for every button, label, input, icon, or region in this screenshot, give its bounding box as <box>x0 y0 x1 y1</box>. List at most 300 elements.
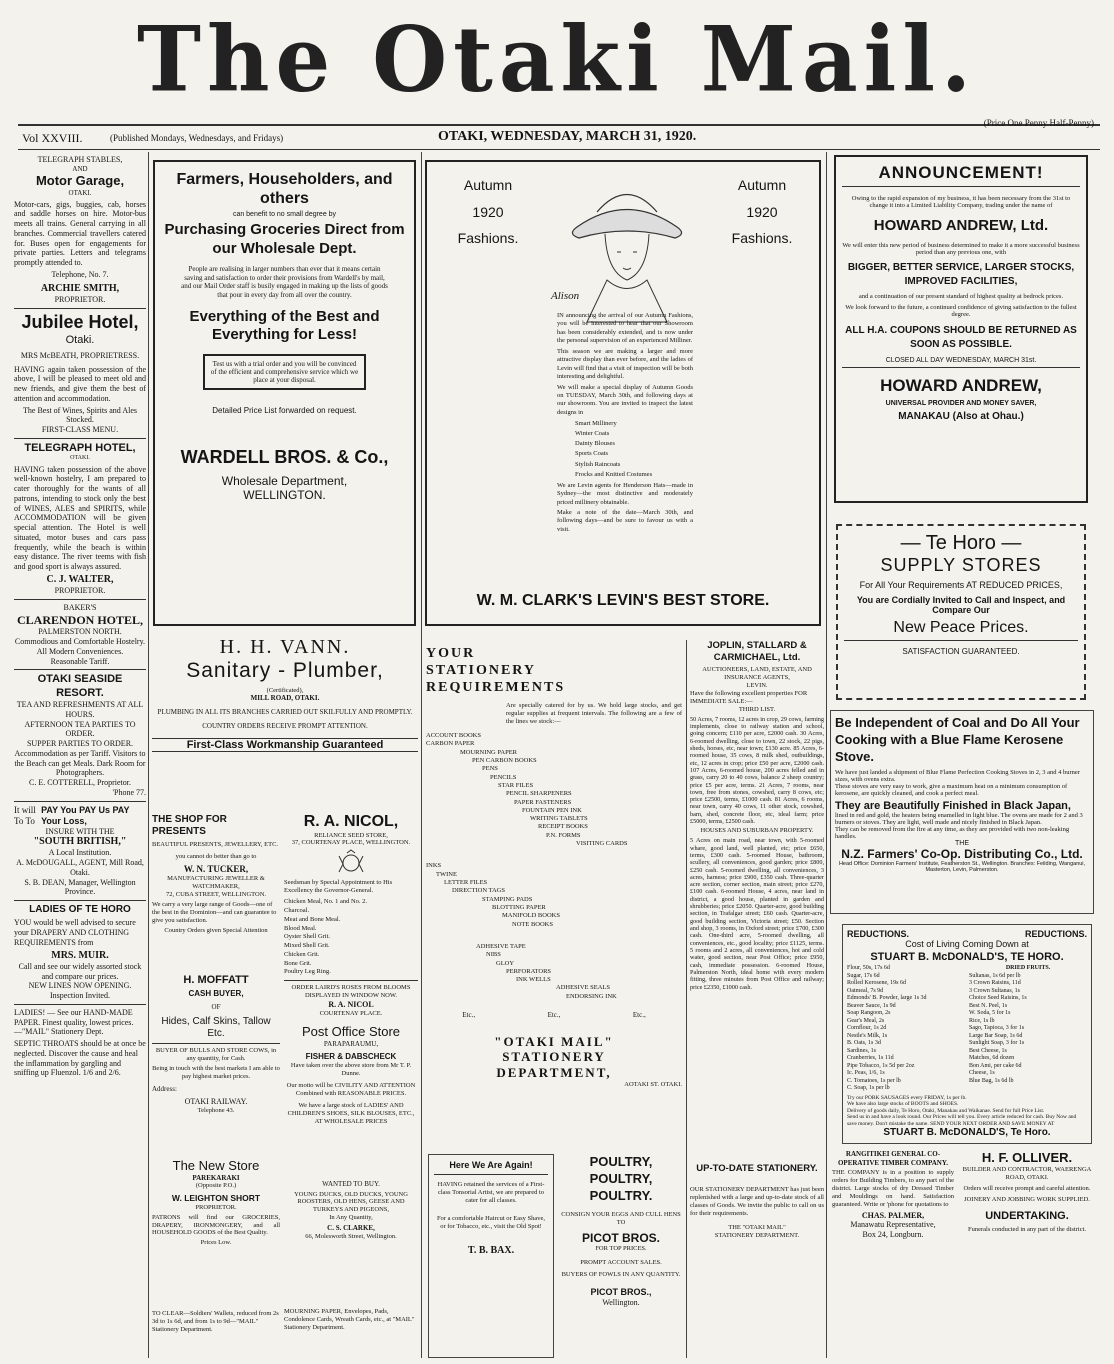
list-item: NOTE BOOKS <box>512 920 553 928</box>
list-item: Rolled Kerosene, 19s 6d <box>847 980 906 986</box>
ad-text: STATIONERY DEPARTMENT. <box>714 1231 800 1239</box>
ad-body: We are Levin agents for Henderson Hats—made in Sydney—the most distinctive and moderately priced millinery obtainable. <box>557 481 693 506</box>
list-item: Oyster Shell Grit. <box>284 933 331 941</box>
signature: Alison <box>551 290 580 302</box>
issue-date: OTAKI, WEDNESDAY, MARCH 31, 1920. <box>438 129 697 144</box>
ad-text: TEA AND REFRESHMENTS AT ALL HOURS. <box>16 700 144 719</box>
wallets-clearance-ad <box>152 1308 280 1358</box>
ad-text: S. B. DEAN, Manager, Wellington Province. <box>24 877 136 897</box>
ad-text: ORDER LAIRD'S ROSES FROM BLOOMS DISPLAYED IN WINDOW NOW. <box>291 984 411 1000</box>
ad-text: RELIANCE SEED STORE, <box>314 831 388 839</box>
ad-heading: STATIONERY <box>426 663 537 679</box>
ad-heading: DEPARTMENT, <box>496 1065 612 1081</box>
list-item: Chicken Meal, No. 1 and No. 2. <box>284 898 368 906</box>
ad-text: AND <box>72 164 88 173</box>
bax-hairdresser-ad <box>428 1154 554 1358</box>
price: (Price One Penny Half-Penny) <box>983 118 1094 128</box>
ad-name: N.Z. Farmers' Co-Op. Distributing Co., Ltd. <box>841 846 1083 861</box>
ad-text: Reasonable Tariff. <box>50 656 110 666</box>
ad-body: PATRONS will find our GROCERIES, DRAPERY, IRONMONGERY, and all HOUSEHOLD GOODS of the Best Quality. <box>152 1213 280 1237</box>
autumn-right <box>717 172 807 252</box>
trial-order-box: Test us with a trial order and you will be convinced of the efficient and comprehensive service which we place at your disposal. <box>203 354 366 390</box>
ad-heading: First-Class Workmanship Guaranteed <box>152 738 418 752</box>
ad-heading: Purchasing Groceries Direct from our Wholesale Dept. <box>164 221 405 258</box>
tucker-jeweller-ad <box>152 814 280 968</box>
ad-text: Have taken over the above store from Mr T. P. Dunne. <box>290 1062 412 1078</box>
ad-body: Make a note of the date—March 30th, and following days—and be sure to favour us with a visit. <box>557 508 693 533</box>
ad-text: The Best of Wines, Spirits and Ales Stocked. <box>23 405 137 425</box>
list-item: DIRECTION TAGS <box>452 887 505 895</box>
ad-text: MANAKAU (Also at Ohau.) <box>898 411 1024 422</box>
list-item: LETTER FILES <box>444 879 488 886</box>
ad-text: You are Cordially Invited to Call and Inspect, and Compare Our <box>856 595 1066 615</box>
ad-text: BUYERS OF FOWLS IN ANY QUANTITY. <box>561 1270 681 1278</box>
list-item: Poultry Leg Ring. <box>284 968 331 976</box>
ad-name: W. N. TUCKER, <box>183 864 249 875</box>
list-item: PERFORATORS <box>506 967 552 975</box>
ad-text: you cannot do better than go to <box>175 853 257 861</box>
ad-text: PAREKARAKI <box>192 1173 240 1182</box>
ad-text: PROMPT ACCOUNT SALES. <box>580 1259 662 1267</box>
list-item: B. Oats, 1s 3d <box>847 1040 881 1046</box>
up-to-date-stationery-ad <box>690 1154 824 1358</box>
list-item: Winter Coats <box>575 430 610 438</box>
ad-text: Country Orders given Special Attention <box>164 926 268 934</box>
ad-heading: ALL H.A. COUPONS SHOULD BE RETURNED AS SOON AS POSSIBLE. <box>845 325 1077 350</box>
ad-body: MOURNING PAPER, Envelopes, Pads, Condolence Cards, Wreath Cards, etc., at "MAIL" Stationery Department. <box>284 1308 415 1331</box>
list-item: NIBS <box>486 951 501 959</box>
royal-crest-icon <box>333 850 369 876</box>
ad-heading: REDUCTIONS. <box>847 929 910 939</box>
list-item: ADHESIVE SEALS <box>556 984 610 992</box>
list-item: Cornflour, 1s 2d <box>847 1025 887 1031</box>
ad-text: 66, Molesworth Street, Wellington. <box>305 1232 397 1240</box>
timber-company-ad <box>832 1150 954 1358</box>
ad-heading: 1920 <box>472 203 504 220</box>
ad-text: OTAKI. <box>68 189 92 198</box>
list-item: Nestle's Milk, 1s <box>847 1032 888 1039</box>
list-item: FOUNTAIN PEN INK <box>522 806 582 814</box>
ad-heading: SUPPLY STORES <box>880 555 1042 575</box>
ad-text: We have a large stock of LADIES' AND CHILDREN'S SHOES, SILK BLOUSES, ETC., AT WHOLESALE PRICES <box>287 1101 415 1125</box>
ad-name: H. F. OLLIVER. <box>981 1150 1073 1165</box>
list-item: Pipe Tobacco, 1s 5d per 2oz <box>847 1062 915 1069</box>
list-item: Gear's Meal, 2s <box>847 1017 885 1024</box>
ad-name: FISHER & DABSCHECK <box>305 1052 397 1062</box>
ad-body: THE COMPANY is in a position to supply orders for Building Timbers, to any part of the district. Large stocks of dry Dressed Timber and Mouldings on hand. Satisfaction guaranteed. Write or 'phone for quotations to <box>832 1169 954 1208</box>
ad-name: HOWARD ANDREW, <box>880 376 1042 395</box>
farmers-coop-ad <box>830 710 1094 914</box>
list-item: Best N. Peel, 1s <box>969 1002 1008 1009</box>
ad-text: 'Phone 77. <box>112 787 146 797</box>
te-horo-supply-stores-ad <box>836 524 1086 700</box>
ad-text: Funerals conducted in any part of the district. <box>967 1225 1087 1233</box>
stationery-requirements-ad <box>426 645 682 1150</box>
nicol-seed-store-ad <box>284 812 418 1022</box>
list-item: INK WELLS <box>516 976 551 984</box>
ad-text: Prices Low. <box>200 1239 232 1247</box>
list-item: Sardines, 1s <box>847 1047 876 1054</box>
ad-text: Inspection Invited. <box>50 991 110 1001</box>
ad-text: HOUSES AND SUBURBAN PROPERTY. <box>700 827 814 835</box>
ad-body: 50 Acres, 7 rooms, 12 acres in crop, 29 cows, farming implements, close to railway station and school, going concern; £110 per acre, £2000 cash. 30 Acres, 6-roomed dwelling, close to town, 22 stock, 22 pigs, sheds, horses, etc, near town; £130 acre. 85 Acres, 6-roomed house, 35 cows, 8 milk shed, outbuildings, etc, 12 acres in crop; price £50 per acre, £2000 cash. 107 Acres, 6-roomed house, 200 acres felled and in grass, carry 20 to 40 cows, balance 2 sheep country; price £5 per acre, terms. 21 Acres, 7 rooms, near town, free from stones, cowshed, carry 8 cows, etc; price £2500, terms, £1000 cash. 81 Acres, 6 rooms, near town, carry 40 cows, 11 other stock, cowshed, barn, shed, concrete floor, etc, ideal farm; price £5000, terms, £2500 cash. <box>690 715 824 826</box>
ad-body: 5 Acres on main road, near town, with 5-roomed whare, good land, well planted, etc; price £650, terms, £300 cash. 5-roomed House, bathroom, scullery, all conveniences, good garden; price £800, £250 cash. 5-roomed dwelling, all conveniences, 3 acres, harness; price £900, £350 cash. Three-quarter acre section, corner section, main street; price £270, £100 cash. 6-roomed House, 4 acres, near land in district, a good house, planted in garden and shrubberies; price £2050. Quarter-acre, good building section, in Trafalgar street; £60 cash. Quarter-acre, good building section, Victoria street; £50. Section and shop, 3 rooms, in Oxford street; price £700, £300 cash. One-third acre, 5-roomed dwelling, all conveniences, etc., good locality; price £1125, terms. 5 rooms and 2 acres, all conveniences, hot and cold water, good section, near Post Office; price £950, cash, immediate possession. 6-roomed House, Palmerston North, ideal home with every modern fitting, three minutes from Post Office and railway; price £2350, £1000 cash. <box>690 837 824 991</box>
list-item: PEN CARBON BOOKS <box>472 756 537 764</box>
ad-text: OTAKI RAILWAY. <box>184 1097 248 1107</box>
vann-plumber-ad <box>152 636 418 808</box>
autumn-left <box>443 172 533 252</box>
ad-text: MILL ROAD, OTAKI. <box>250 694 320 702</box>
ad-body: This season we are making a larger and more attractive display than ever before, and the ladies of Levin will find that a visit of inspection will be both interesting and delightful. <box>557 347 693 381</box>
ad-heading: Motor Garage, <box>35 173 125 189</box>
ad-text: can benefit to no small degree by <box>232 211 337 219</box>
ad-text: FIRST-CLASS MENU. <box>41 425 119 435</box>
nicol-items <box>284 898 418 977</box>
ad-body: We will enter this new period of business determined to make it a more successful business period than any previous one, with <box>842 242 1080 256</box>
mcdonald-reductions-ad <box>842 924 1092 1144</box>
ad-body: We will make a special display of Autumn Goods on TUESDAY, March 30th, and following days at our showroom. You are invited to inspect the latest designs in <box>557 383 693 416</box>
ad-heading: REQUIREMENTS <box>426 680 566 696</box>
ad-text: Cost of Living Coming Down at <box>905 939 1029 949</box>
ad-text: C. E. COTTERELL, Proprietor. <box>29 778 131 788</box>
ad-name: C. S. CLARKE, <box>327 1224 375 1233</box>
list-item: Sago, Tapioca, 3 for 1s <box>969 1025 1025 1031</box>
ad-heading: OTAKI SEASIDE RESORT. <box>37 673 123 699</box>
list-item: ADHESIVE TAPE <box>476 942 526 950</box>
ad-body: Are specially catered for by us. We hold large stocks, and get regular supplies at frequent intervals. The following are a few of the lines we stock:— <box>506 702 682 726</box>
ad-heading: TELEGRAPH HOTEL, <box>24 441 136 454</box>
ad-heading: WANTED TO BUY. <box>322 1180 380 1188</box>
stationery-list-1 <box>426 732 682 848</box>
list-item: BLOTTING PAPER <box>492 903 546 911</box>
ad-text: CLOSED ALL DAY WEDNESDAY, MARCH 31st. <box>885 357 1037 364</box>
ad-text: PROPRIETOR. <box>195 1203 237 1211</box>
list-item: Matches, 6d dozen <box>969 1055 1015 1061</box>
list-item: CARBON PAPER <box>426 740 475 748</box>
ad-text: CASH BUYER, <box>188 989 244 999</box>
list-item: Edmonds' B. Powder, large 1s 3d <box>847 995 927 1001</box>
list-item: Bone Grit. <box>284 959 312 967</box>
ad-heading: — Te Horo — <box>900 532 1022 554</box>
ad-heading: YOUR <box>426 646 476 661</box>
ad-text: (Opposite P.O.) <box>195 1182 237 1190</box>
clark-autumn-fashions-ad <box>425 160 821 626</box>
ad-body: HAVING retained the services of a First-class Tonsorial Artist, we are prepared to cater for all classes. <box>437 1180 545 1204</box>
list-item: Cheese, 1s <box>969 1070 995 1076</box>
ad-name: W. M. CLARK'S LEVIN'S BEST STORE. <box>476 592 770 609</box>
ad-heading: UP-TO-DATE STATIONERY. <box>696 1163 818 1174</box>
list-item: STAR FILES <box>498 781 534 789</box>
publication-schedule: (Published Mondays, Wednesdays, and Fridays) <box>110 133 284 143</box>
list-item: Choice Seed Raisins, 1s <box>969 995 1027 1001</box>
ad-text: OTAKI. <box>70 455 90 462</box>
ad-heading: They are Beautifully Finished in Black Japan, <box>835 799 1071 812</box>
ad-heading: "SOUTH BRITISH," <box>33 836 127 848</box>
list-item: Blood Meal. <box>284 924 317 932</box>
ad-heading: Here We Are Again! <box>449 1160 533 1170</box>
list-item: MOURNING PAPER <box>460 748 518 756</box>
ad-name: STUART B. McDONALD'S, Te Horo. <box>883 1127 1051 1139</box>
joplin-stallard-ad <box>690 640 824 1150</box>
olliver-builder-ad <box>960 1150 1094 1358</box>
ad-text: THE "OTAKI MAIL" <box>728 1223 786 1231</box>
price-list-left <box>847 965 965 1093</box>
ad-heading: PAY You PAY Us PAY Your Loss, <box>41 804 130 826</box>
ad-heading: Be Independent of Coal and Do All Your Cooking with a Blue Flame Kerosene Stove. <box>835 715 1080 764</box>
ad-text: WELLINGTON. <box>243 487 326 502</box>
list-item: Etc., <box>462 1011 476 1020</box>
ad-name: STUART B. McDONALD'S, TE HORO. <box>870 951 1064 963</box>
ad-text: Head Office: Dominion Farmers' Institute, Featherston St., Wellington. Branches: Feilding, Wanganui, Masterton, Levin, Palmerston. <box>838 860 1086 873</box>
ad-text: THE <box>955 839 969 847</box>
ad-text: Manawatu Representative, <box>850 1220 936 1230</box>
ad-text: It will To To <box>14 804 36 826</box>
list-item: Sugar, 17s 6d <box>847 972 880 979</box>
ad-text: In Any Quantity, <box>329 1214 373 1222</box>
ad-body: We have just landed a shipment of Blue Flame Perfection Cooking Stoves in 2, 3 and 4 burner sizes, with ovens extra. <box>835 768 1080 783</box>
list-item: Bon Ami, per cake 6d <box>969 1062 1022 1069</box>
ad-text: For All Your Requirements AT REDUCED PRICES, <box>859 580 1063 590</box>
column-rule <box>826 152 827 1358</box>
wardell-bros-ad <box>153 160 416 626</box>
list-item: W. Soda, 5 for 1s <box>969 1010 1011 1016</box>
ad-name: H. H. VANN. <box>219 636 351 658</box>
ad-body: SEPTIC THROATS should be at once be neglected. Discover the cause and heal the inflammation by gargling and sniffing up Fluenzol. 1/6 and 2/6. <box>14 1039 146 1078</box>
list-item: VISITING CARDS <box>576 840 628 848</box>
fashion-list <box>557 419 693 479</box>
ad-text: FOR TOP PRICES. <box>595 1245 647 1253</box>
ad-body: Owing to the rapid expansion of my business, it has been necessary from the 31st to change it into a Limited Liability Company, trading under the name of <box>851 195 1071 209</box>
ad-text: JOINERY AND JOBBING WORK SUPPLIED. <box>964 1195 1090 1203</box>
moffatt-ad <box>152 974 280 1154</box>
ad-text: PALMERSTON NORTH. <box>38 627 122 637</box>
list-item: ACCOUNT BOOKS <box>426 732 481 739</box>
list-item: Soap Rangoon, 2s <box>847 1010 891 1016</box>
ad-body: Send us in and have a look round. Our Prices will tell you. Every article reduced for cash. Buy Now and save money. Don't mistake the name. SEND YOUR NEXT ORDER AND SAVE MONEY AT <box>847 1114 1077 1127</box>
list-item: Sports Coats <box>575 450 609 458</box>
list-item: Best Cheese, 1s <box>969 1047 1007 1054</box>
list-item: Sunlight Soap, 3 for 1s <box>969 1040 1025 1046</box>
list-item: C. Soap, 1s per lb <box>847 1085 890 1091</box>
ad-heading: Sanitary - Plumber, <box>186 659 384 682</box>
ad-text: AFTERNOON TEA PARTIES TO ORDER. <box>24 719 136 739</box>
ad-name: R. A. NICOL <box>328 999 374 1009</box>
ad-text: All Modern Conveniences. <box>36 646 124 656</box>
south-british-ad <box>14 805 146 898</box>
ad-heading: Farmers, Householders, and others <box>176 171 393 208</box>
ad-text: AOTAKI ST. OTAKI. <box>624 1081 682 1089</box>
list-item: Frocks and Knitted Costumes <box>575 470 653 478</box>
telegraph-hotel-ad <box>14 442 146 596</box>
list-item: PENCILS <box>490 773 517 781</box>
ad-body: LADIES! — See our HAND-MADE PAPER. Finest quality, lowest prices.—"MAIL" Stationery Dept. <box>14 1007 134 1037</box>
ad-body: We carry a very large range of Goods—one of the best in the Dominion—and can guarantee to give you satisfaction. <box>152 900 277 924</box>
list-item: RECEIPT BOOKS <box>538 823 588 831</box>
ad-text: Address: <box>152 1084 177 1093</box>
clarendon-hotel-ad <box>14 603 146 666</box>
list-item: Sultanas, 1s 6d per lb <box>969 972 1021 979</box>
ad-text: MRS McBEATH, PROPRIETRESS. <box>20 350 140 360</box>
list-item: Cranberries, 1s 11d <box>847 1055 894 1061</box>
list-item: INKS <box>426 862 442 870</box>
ad-heading: BIGGER, BETTER SERVICE, LARGER STOCKS, IMPROVED FACILITIES, <box>847 262 1075 287</box>
ad-body: TO CLEAR—Soldiers' Wallets, reduced from 2s 3d to 1s 6d, and from 1s to 9d—"MAIL" Stationery Department. <box>152 1310 279 1333</box>
ad-heading: Jubilee Hotel, <box>21 311 139 332</box>
ad-text: COURTENAY PLACE. <box>319 1009 383 1017</box>
ad-text: YOUNG DUCKS, OLD DUCKS, YOUNG ROOSTERS, OLD HENS, GEESE AND TURKEYS AND PIGEONS, <box>294 1190 408 1214</box>
ad-text: SUPPER PARTIES TO ORDER. Accommodation as per Tariff. Visitors to the Beach can get Meals. Dark Room for Photographers. <box>14 739 146 778</box>
ad-text: AUCTIONEERS, LAND, ESTATE, AND INSURANCE AGENTS, <box>702 666 812 682</box>
ad-body: BUYER OF BULLS AND STORE COWS, in any quantity, for Cash. <box>155 1047 277 1062</box>
list-item: Meat and Bone Meal. <box>284 915 341 923</box>
ad-text: Telephone 43. <box>197 1107 235 1115</box>
ad-body: lined in red and gold, the heaters being enamelled in light blue. The ovens are made for 2 and 3 burners or stoves. They are light, well made and nicely finished in Black Japan. <box>835 811 1083 826</box>
ad-text: MANUFACTURING JEWELLER & WATCHMAKER, <box>167 875 265 891</box>
ad-name: ARCHIE SMITH, <box>40 282 120 294</box>
ad-name: JOPLIN, STALLARD & CARMICHAEL, Ltd. <box>707 640 807 663</box>
ad-text: Otaki. <box>65 333 95 346</box>
ad-text: COUNTRY ORDERS RECEIVE PROMPT ATTENTION. <box>202 722 368 730</box>
ad-body: OUR STATIONERY DEPARTMENT has just been replenished with a large and up-to-date stock of all classes of Goods. We invite the public to call on us for their requirements. <box>690 1186 824 1218</box>
ad-heading: CLARENDON HOTEL, <box>16 612 144 627</box>
column-rule <box>686 640 687 1358</box>
seaside-resort-ad <box>14 673 146 797</box>
volume-number: Vol XXVIII. <box>22 131 83 145</box>
jubilee-hotel-ad <box>14 312 146 435</box>
list-item: Charcoal. <box>284 906 310 914</box>
ad-heading: HOWARD ANDREW, Ltd. <box>873 217 1049 234</box>
list-item: ENDORSING INK <box>566 992 617 1000</box>
post-office-store-ad <box>284 1024 418 1174</box>
ad-text: 72, CUBA STREET, WELLINGTON. <box>165 891 267 899</box>
howard-andrew-announcement <box>834 155 1088 503</box>
ad-text: PARAPARAUMU, <box>323 1039 379 1048</box>
ad-heading: THE SHOP FOR PRESENTS <box>152 814 227 838</box>
ad-heading: REDUCTIONS. <box>1024 929 1087 939</box>
ad-heading: STATIONERY <box>502 1049 606 1065</box>
list-item: Chicken Grit. <box>284 950 320 958</box>
ad-body: These stoves are very easy to work, give a maximum heat on a minimum consumption of kerosene, are quickly cleaned, and cook a perfect meal. <box>835 782 1068 797</box>
ad-name: H. MOFFATT <box>183 974 249 986</box>
list-item: P.N. FORMS <box>546 831 581 839</box>
ad-text: BUILDER AND CONTRACTOR, WAERENGA ROAD, OTAKI. <box>962 1165 1092 1181</box>
ad-body: HAVING taken possession of the above well-known hostelry, I am prepared to cater thoroughly for the wants of all patrons, intending to stock only the best of WINES, ALES and SPIRITS, while ACCOMMODATION will be given special attention. The Hotel is well situated, motor buses and cars pass frequently, while the beach is within easy distance. The river teems with fish and good sport is always assured. <box>14 464 146 572</box>
list-item: STAMPING PADS <box>482 895 533 903</box>
ad-heading: POULTRY, POULTRY, POULTRY. <box>589 1154 653 1203</box>
ad-text: LEVIN. <box>746 682 768 689</box>
list-item: Rice, 1s lb <box>969 1017 995 1024</box>
column-1 <box>14 155 146 1361</box>
ad-name: C. J. WALTER, <box>46 573 114 585</box>
ad-text: PROPRIETOR. <box>54 586 106 596</box>
list-item: Smart Millinery <box>575 420 617 428</box>
ad-text: Wellington. <box>602 1297 640 1307</box>
ad-heading: Fashions. <box>731 230 793 247</box>
picot-poultry-ad <box>558 1154 684 1358</box>
list-item: Stylish Raincoats <box>575 460 621 468</box>
ad-heading: "OTAKI MAIL" <box>494 1033 614 1049</box>
ad-text: INSURE WITH THE <box>45 826 115 836</box>
ad-heading: 1920 <box>746 203 778 220</box>
ad-name: PICOT BROS., <box>590 1286 652 1297</box>
ad-text: A Local Institution. <box>48 848 112 858</box>
list-item: TWINE <box>436 870 457 878</box>
ad-text: A. McDOUGALL, AGENT, Mill Road, Otaki. <box>16 858 144 877</box>
mrs-muir-ad <box>14 904 146 1078</box>
ad-body: and a continuation of our present standard of highest quality at bedrock prices. <box>858 293 1064 300</box>
ad-name: MRS. MUIR. <box>51 949 109 961</box>
ad-heading: Everything of the Best and Everything for Less! <box>189 307 380 343</box>
list-item: Flour, 50s, 17s 6d <box>847 965 890 971</box>
column-rule <box>148 152 149 1358</box>
ad-text: NEW LINES NOW OPENING. <box>28 981 132 991</box>
ad-body: Being in touch with the best markets I am able to pay highest market prices. <box>152 1064 280 1080</box>
ad-heading: RANGITIKEI GENERAL CO-OPERATIVE TIMBER COMPANY. <box>837 1150 948 1167</box>
ad-text: (Certificated), <box>266 687 304 694</box>
telegraph-stables-ad <box>14 155 146 305</box>
ad-heading: Autumn <box>737 177 787 193</box>
ad-body: YOU would be well advised to secure your DRAPERY AND CLOTHING REQUIREMENTS from <box>14 918 136 947</box>
ad-heading: UNDERTAKING. <box>985 1209 1069 1222</box>
ad-body: Try our PORK SAUSAGES every FRIDAY, 1s per lb. <box>847 1094 967 1101</box>
ad-text: Wholesale Department, <box>221 473 348 488</box>
ad-body: HAVING again taken possession of the above, I will be pleased to meet old and new friends, and give them the best of attention and accommodation. <box>14 364 146 403</box>
ad-text: Telephone, No. 7. <box>51 269 109 279</box>
list-item: Etc., <box>547 1011 561 1020</box>
list-item: Oatmeal, 7s 9d <box>847 987 884 994</box>
mourning-paper-ad <box>284 1306 418 1358</box>
new-store-ad <box>152 1158 280 1248</box>
ad-body: Delivery of goods daily, Te Horo, Otaki, Manakau and Waikanae. Send for full Price List. <box>847 1107 1045 1114</box>
list-item: Mixed Shell Grit. <box>284 942 330 950</box>
ad-text: 37, COURTENAY PLACE, WELLINGTON. <box>291 839 411 847</box>
ad-text: SATISFACTION GUARANTEED. <box>902 647 1020 656</box>
ad-text: THIRD LIST. <box>738 705 776 713</box>
list-item: PAPER FASTENERS <box>514 798 572 806</box>
masthead <box>0 0 1114 120</box>
ad-text: PLUMBING IN ALL ITS BRANCHES CARRIED OUT SKILFULLY AND PROMPTLY. <box>157 708 413 716</box>
ad-heading: New Peace Prices. <box>893 619 1029 636</box>
list-item: MANIFOLD BOOKS <box>502 912 560 920</box>
list-item: Etc., <box>632 1011 646 1020</box>
newspaper-title: The Otaki Mail. <box>137 6 977 113</box>
ad-body: IN announcing the arrival of our Autumn Fashions, you will be interested to hear that our Showroom has been considerably extended, and is now under the personal supervision of an experienced Milliner. <box>557 312 693 345</box>
ad-name: WARDELL BROS. & Co., <box>180 446 389 467</box>
list-item: Ic. Peas, 1/6, 1s <box>847 1070 885 1076</box>
ad-heading: ANNOUNCEMENT! <box>878 163 1044 182</box>
price-list-right <box>969 965 1087 1093</box>
list-item: WRITING TABLETS <box>530 815 588 823</box>
ad-text: Have the following excellent properties FOR IMMEDIATE SALE:— <box>690 689 808 705</box>
clark-body <box>557 310 693 536</box>
ad-text: Commodious and Comfortable Hostelry. <box>14 637 146 646</box>
ad-body: For a comfortable Haircut or Easy Shave, or for Tobacco, etc., visit the Old Spot! <box>436 1214 546 1230</box>
ad-text: BEAUTIFUL PRESENTS, JEWELLERY, ETC. <box>152 841 279 849</box>
ad-body: They can be removed from the fire at any time, as they are provided with two non-leaking handles. <box>835 825 1070 840</box>
ad-heading: TELEGRAPH STABLES, <box>37 155 123 164</box>
ad-text: CONSIGN YOUR EGGS AND CULL HENS TO <box>561 1210 681 1226</box>
ad-heading: The New Store <box>172 1158 260 1173</box>
ad-text: BAKER'S <box>63 602 97 612</box>
ad-text: Detailed Price List forwarded on request. <box>212 405 357 415</box>
list-item: PENCIL SHARPENERS <box>506 790 572 798</box>
ad-name: PICOT BROS. <box>581 1230 660 1245</box>
ad-name: CHAS. PALMER, <box>861 1210 925 1220</box>
ad-text: Box 24, Longburn. <box>862 1230 924 1240</box>
ad-heading: Post Office Store <box>301 1024 401 1039</box>
list-item: Dainty Blouses <box>575 440 615 448</box>
ad-heading: Fashions. <box>457 230 519 247</box>
